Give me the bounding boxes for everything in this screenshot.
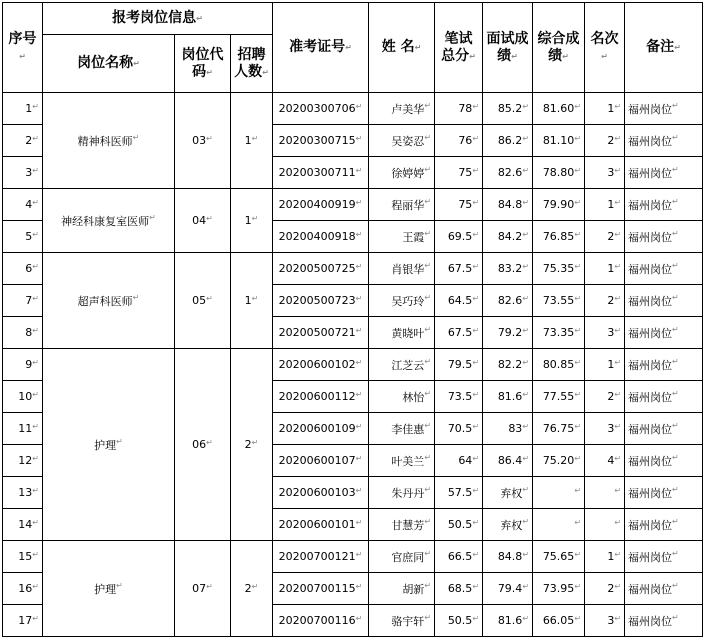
cell-interview-score: 弃权↵ <box>483 477 533 509</box>
cell-interview-score: 79.4↵ <box>483 573 533 605</box>
cell-position-code: 07↵ <box>175 541 231 637</box>
cell-exam-number: 20200500723↵ <box>273 285 369 317</box>
cell-total-score: 75.35↵ <box>533 253 585 285</box>
cell-position-code: 05↵ <box>175 253 231 349</box>
cell-seq: 10↵ <box>3 381 43 413</box>
cell-exam-number: 20200600109↵ <box>273 413 369 445</box>
cell-position-code: 04↵ <box>175 189 231 253</box>
cell-recruit-count: 1↵ <box>231 253 273 349</box>
cell-remark: 福州岗位↵ <box>625 509 703 541</box>
cell-position-name: 护理↵ <box>43 541 175 637</box>
cell-interview-score: 84.2↵ <box>483 221 533 253</box>
cell-rank: 1↵ <box>585 253 625 285</box>
cell-position-name: 神经科康复室医师↵ <box>43 189 175 253</box>
cell-exam-number: 20200700115↵ <box>273 573 369 605</box>
cell-rank: 1↵ <box>585 93 625 125</box>
cell-exam-number: 20200400919↵ <box>273 189 369 221</box>
results-table <box>2 2 703 637</box>
cell-rank: 2↵ <box>585 221 625 253</box>
cell-total-score: 76.85↵ <box>533 221 585 253</box>
cell-remark: 福州岗位↵ <box>625 413 703 445</box>
cell-name: 肖银华↵ <box>369 253 435 285</box>
cell-interview-score: 83↵ <box>483 413 533 445</box>
cell-exam-number: 20200500721↵ <box>273 317 369 349</box>
cell-seq: 11↵ <box>3 413 43 445</box>
cell-seq: 13↵ <box>3 477 43 509</box>
cell-seq: 16↵ <box>3 573 43 605</box>
cell-total-score: 75.20↵ <box>533 445 585 477</box>
cell-name: 黄晓叶↵ <box>369 317 435 349</box>
cell-interview-score: 79.2↵ <box>483 317 533 349</box>
cell-remark: 福州岗位↵ <box>625 605 703 637</box>
cell-total-score: 73.55↵ <box>533 285 585 317</box>
cell-name: 徐婷婷↵ <box>369 157 435 189</box>
cell-interview-score: 86.2↵ <box>483 125 533 157</box>
cell-name: 官庶同↵ <box>369 541 435 573</box>
cell-total-score: 73.95↵ <box>533 573 585 605</box>
cell-rank: ↵ <box>585 509 625 541</box>
cell-seq: 3↵ <box>3 157 43 189</box>
cell-interview-score: 86.4↵ <box>483 445 533 477</box>
cell-interview-score: 81.6↵ <box>483 605 533 637</box>
cell-rank: 2↵ <box>585 381 625 413</box>
cell-rank: 4↵ <box>585 445 625 477</box>
table-header <box>3 3 703 93</box>
header-name: 姓 名↵ <box>369 3 435 93</box>
cell-remark: 福州岗位↵ <box>625 573 703 605</box>
cell-exam-number: 20200300706↵ <box>273 93 369 125</box>
cell-written-score: 79.5↵ <box>435 349 483 381</box>
cell-interview-score: 82.2↵ <box>483 349 533 381</box>
cell-seq: 8↵ <box>3 317 43 349</box>
cell-seq: 5↵ <box>3 221 43 253</box>
cell-exam-number: 20200600112↵ <box>273 381 369 413</box>
header-remark: 备注↵ <box>625 3 703 93</box>
header-recruit: 招聘人数↵ <box>231 35 273 93</box>
cell-rank: 3↵ <box>585 317 625 349</box>
header-rank: 名次↵ <box>585 3 625 93</box>
cell-seq: 7↵ <box>3 285 43 317</box>
cell-recruit-count: 2↵ <box>231 349 273 541</box>
cell-rank: 2↵ <box>585 285 625 317</box>
cell-total-score: 80.85↵ <box>533 349 585 381</box>
cell-interview-score: 83.2↵ <box>483 253 533 285</box>
cell-remark: 福州岗位↵ <box>625 477 703 509</box>
cell-exam-number: 20200500725↵ <box>273 253 369 285</box>
cell-written-score: 67.5↵ <box>435 317 483 349</box>
cell-written-score: 78↵ <box>435 93 483 125</box>
cell-total-score: 75.65↵ <box>533 541 585 573</box>
header-total: 综合成绩↵ <box>533 3 585 93</box>
cell-total-score: 73.35↵ <box>533 317 585 349</box>
cell-name: 甘慧芳↵ <box>369 509 435 541</box>
cell-written-score: 76↵ <box>435 125 483 157</box>
cell-exam-number: 20200600102↵ <box>273 349 369 381</box>
cell-interview-score: 82.6↵ <box>483 285 533 317</box>
cell-interview-score: 85.2↵ <box>483 93 533 125</box>
cell-name: 胡新↵ <box>369 573 435 605</box>
cell-written-score: 57.5↵ <box>435 477 483 509</box>
cell-total-score: 76.75↵ <box>533 413 585 445</box>
cell-name: 王霞↵ <box>369 221 435 253</box>
cell-total-score: 77.55↵ <box>533 381 585 413</box>
header-interview: 面试成绩↵ <box>483 3 533 93</box>
cell-total-score: 66.05↵ <box>533 605 585 637</box>
table-row <box>3 541 703 573</box>
cell-name: 卢美华↵ <box>369 93 435 125</box>
cell-total-score: 81.10↵ <box>533 125 585 157</box>
cell-written-score: 75↵ <box>435 189 483 221</box>
cell-recruit-count: 2↵ <box>231 541 273 637</box>
cell-remark: 福州岗位↵ <box>625 317 703 349</box>
cell-position-code: 06↵ <box>175 349 231 541</box>
table-row <box>3 253 703 285</box>
cell-name: 江芝云↵ <box>369 349 435 381</box>
cell-exam-number: 20200300711↵ <box>273 157 369 189</box>
cell-remark: 福州岗位↵ <box>625 125 703 157</box>
cell-rank: 1↵ <box>585 189 625 221</box>
cell-remark: 福州岗位↵ <box>625 253 703 285</box>
cell-position-name: 精神科医师↵ <box>43 93 175 189</box>
cell-name: 吴巧玲↵ <box>369 285 435 317</box>
cell-name: 朱丹丹↵ <box>369 477 435 509</box>
header-exam-no: 准考证号↵ <box>273 3 369 93</box>
cell-position-name: 护理↵ <box>43 349 175 541</box>
cell-total-score: 78.80↵ <box>533 157 585 189</box>
cell-written-score: 75↵ <box>435 157 483 189</box>
cell-exam-number: 20200700121↵ <box>273 541 369 573</box>
cell-remark: 福州岗位↵ <box>625 381 703 413</box>
cell-exam-number: 20200300715↵ <box>273 125 369 157</box>
cell-total-score: 79.90↵ <box>533 189 585 221</box>
cell-exam-number: 20200700116↵ <box>273 605 369 637</box>
cell-seq: 6↵ <box>3 253 43 285</box>
cell-written-score: 50.5↵ <box>435 509 483 541</box>
cell-exam-number: 20200600103↵ <box>273 477 369 509</box>
cell-recruit-count: 1↵ <box>231 93 273 189</box>
cell-remark: 福州岗位↵ <box>625 189 703 221</box>
header-pos-code: 岗位代码↵ <box>175 35 231 93</box>
cell-exam-number: 20200400918↵ <box>273 221 369 253</box>
cell-rank: 3↵ <box>585 605 625 637</box>
cell-total-score: ↵ <box>533 477 585 509</box>
cell-written-score: 73.5↵ <box>435 381 483 413</box>
cell-interview-score: 82.6↵ <box>483 157 533 189</box>
cell-interview-score: 弃权↵ <box>483 509 533 541</box>
cell-rank: 2↵ <box>585 125 625 157</box>
table-body <box>3 93 703 637</box>
cell-interview-score: 84.8↵ <box>483 541 533 573</box>
cell-remark: 福州岗位↵ <box>625 541 703 573</box>
cell-name: 骆宇轩↵ <box>369 605 435 637</box>
cell-position-code: 03↵ <box>175 93 231 189</box>
cell-seq: 9↵ <box>3 349 43 381</box>
cell-seq: 12↵ <box>3 445 43 477</box>
header-pos-name: 岗位名称↵ <box>43 35 175 93</box>
header-written: 笔试总分↵ <box>435 3 483 93</box>
cell-rank: 2↵ <box>585 573 625 605</box>
cell-remark: 福州岗位↵ <box>625 221 703 253</box>
cell-seq: 2↵ <box>3 125 43 157</box>
cell-seq: 1↵ <box>3 93 43 125</box>
cell-seq: 17↵ <box>3 605 43 637</box>
cell-name: 程丽华↵ <box>369 189 435 221</box>
cell-position-name: 超声科医师↵ <box>43 253 175 349</box>
cell-rank: ↵ <box>585 477 625 509</box>
cell-seq: 15↵ <box>3 541 43 573</box>
cell-written-score: 68.5↵ <box>435 573 483 605</box>
cell-remark: 福州岗位↵ <box>625 93 703 125</box>
cell-exam-number: 20200600101↵ <box>273 509 369 541</box>
cell-written-score: 69.5↵ <box>435 221 483 253</box>
cell-written-score: 64.5↵ <box>435 285 483 317</box>
cell-seq: 14↵ <box>3 509 43 541</box>
cell-written-score: 70.5↵ <box>435 413 483 445</box>
cell-name: 吴姿忍↵ <box>369 125 435 157</box>
cell-remark: 福州岗位↵ <box>625 285 703 317</box>
cell-rank: 1↵ <box>585 541 625 573</box>
cell-seq: 4↵ <box>3 189 43 221</box>
cell-name: 李佳惠↵ <box>369 413 435 445</box>
cell-exam-number: 20200600107↵ <box>273 445 369 477</box>
cell-interview-score: 81.6↵ <box>483 381 533 413</box>
cell-total-score: ↵ <box>533 509 585 541</box>
cell-total-score: 81.60↵ <box>533 93 585 125</box>
cell-name: 叶美兰↵ <box>369 445 435 477</box>
cell-rank: 3↵ <box>585 413 625 445</box>
table-row <box>3 93 703 125</box>
cell-written-score: 64↵ <box>435 445 483 477</box>
cell-written-score: 67.5↵ <box>435 253 483 285</box>
cell-written-score: 66.5↵ <box>435 541 483 573</box>
header-group: 报考岗位信息↵ <box>43 3 273 35</box>
table-row <box>3 189 703 221</box>
header-seq: 序号↵ <box>3 3 43 93</box>
table-row <box>3 349 703 381</box>
cell-rank: 3↵ <box>585 157 625 189</box>
cell-interview-score: 84.8↵ <box>483 189 533 221</box>
cell-rank: 1↵ <box>585 349 625 381</box>
cell-remark: 福州岗位↵ <box>625 445 703 477</box>
cell-remark: 福州岗位↵ <box>625 349 703 381</box>
cell-written-score: 50.5↵ <box>435 605 483 637</box>
cell-name: 林怡↵ <box>369 381 435 413</box>
cell-recruit-count: 1↵ <box>231 189 273 253</box>
cell-remark: 福州岗位↵ <box>625 157 703 189</box>
